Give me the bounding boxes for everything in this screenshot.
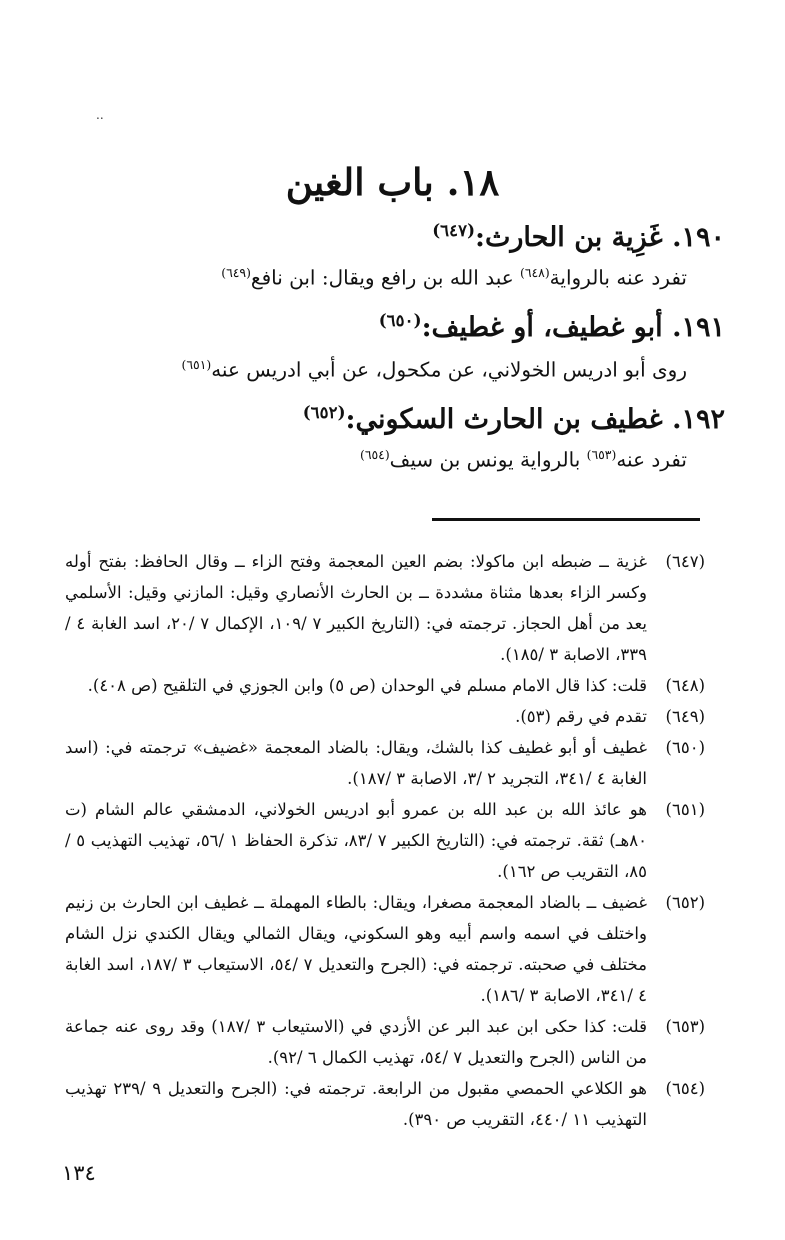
footnote-number: (٦٤٩) (665, 707, 705, 726)
entry-title-text: ١٩٢. غطيف بن الحارث السكوني: (345, 404, 725, 435)
entry-body-text: تفرد عنه بالرواية (549, 265, 687, 290)
entry-body-text: عبد الله بن رافع ويقال: ابن نافع (250, 265, 521, 290)
footnote-number: (٦٤٧) (665, 552, 705, 571)
footnote-ref: (٦٥٤) (360, 447, 390, 462)
page-number: ١٣٤ (62, 1161, 96, 1185)
footnote-text: غزية ــ ضبطه ابن ماكولا: بضم العين المعجمة وفتح الزاء ــ وقال الحافظ: بفتح أوله وكسر الزاء بعدها مثناة مشددة ــ بن الحارث الأنصاري وقيل: المازني وقيل: الأسلمي يعد من أهل الحجاز. ترجمته في: (التاريخ الكبير ٧ /١٠٩، الإكمال ٧ /٢٠، اسد الغابة ٤ /٣٣٩، الاصابة ٣ /١٨٥). (65, 552, 647, 664)
footnote-ref: (٦٥٣) (586, 447, 617, 462)
footnote (65, 670, 705, 701)
entry-body-text: بالرواية يونس بن سيف (389, 447, 587, 472)
footnote-ref: (٦٤٩) (221, 265, 251, 280)
footnote-divider (432, 518, 700, 521)
footnote-number: (٦٥٢) (665, 893, 705, 912)
entry-title (65, 212, 725, 256)
entry-body (67, 350, 687, 385)
footnote-text: تقدم في رقم (٥٣). (515, 707, 647, 726)
footnote-text: غطيف أو أبو غطيف كذا بالشك، ويقال: بالضاد المعجمة «غضيف» ترجمته في: (اسد الغابة ٤ /٣٤١، التجريد ٢ /٣، الاصابة ٣ /١٨٧). (65, 738, 647, 788)
chapter-title: ١٨. باب الغين (285, 160, 500, 204)
footnote-number: (٦٥١) (665, 800, 705, 819)
footnote-number: (٦٤٨) (665, 676, 705, 695)
footnote-ref: (٦٥٢) (302, 402, 346, 422)
entry-body (67, 440, 687, 475)
footnote-number: (٦٥٤) (665, 1079, 705, 1098)
footnote-text: قلت: كذا قال الامام مسلم في الوحدان (ص ٥) وابن الجوزي في التلقيح (ص ٤٠٨). (87, 676, 647, 695)
entry-title (65, 394, 725, 438)
footnote-number: (٦٥٣) (665, 1017, 705, 1036)
entry-body-text: تفرد عنه (616, 447, 687, 472)
footnote (65, 887, 705, 1011)
footnote-ref: (٦٥٠) (378, 310, 422, 330)
entry-body (67, 258, 687, 293)
entry-body-text: روى أبو ادريس الخولاني، عن مكحول، عن أبي ادريس عنه (211, 357, 687, 382)
footnote (65, 1011, 705, 1073)
entry-title-text: ١٩٠. غَزِية بن الحارث: (475, 222, 725, 253)
footnote-ref: (٦٤٧) (432, 220, 475, 240)
footnote-text: هو الكلاعي الحمصي مقبول من الرابعة. ترجمته في: (الجرح والتعديل ٩ /٢٣٩ تهذيب التهذيب ١١ /٤٤٠، التقريب ص ٣٩٠). (65, 1079, 647, 1129)
footnote (65, 1073, 705, 1135)
entry-title (65, 302, 725, 346)
footnote (65, 701, 705, 732)
footnote-ref: (٦٥١) (181, 357, 212, 372)
footnote (65, 732, 705, 794)
footnote-ref: (٦٤٨) (520, 265, 550, 280)
footnotes (65, 546, 705, 1135)
footnote-text: هو عائذ الله بن عبد الله بن عمرو أبو ادريس الخولاني، الدمشقي عالم الشام (ت ٨٠هـ) ثقة. ترجمته في: (التاريخ الكبير ٧ /٨٣، تذكرة الحفاظ ١ /٥٦، تهذيب التهذيب ٥ /٨٥، التقريب ص ١٦٢). (65, 800, 647, 881)
entry-title-text: ١٩١. أبو غطيف، أو غطيف: (421, 312, 725, 343)
footnote (65, 794, 705, 887)
footnote-number: (٦٥٠) (665, 738, 705, 757)
footnote-text: قلت: كذا حكى ابن عبد البر عن الأزدي في (الاستيعاب ٣ /١٨٧) وقد روى عنه جماعة من الناس (الجرح والتعديل ٧ /٥٤، تهذيب الكمال ٦ /٩٢). (65, 1017, 647, 1067)
corner-mark: .. (96, 108, 104, 122)
footnote (65, 546, 705, 670)
footnote-text: غضيف ــ بالضاد المعجمة مصغرا، ويقال: بالطاء المهملة ــ غطيف ابن الحارث بن زنيم واختلف في اسمه واسم أبيه وهو السكوني، ويقال الثمالي ويقال الكندي نزل الشام مختلف في صحبته. ترجمته في: (الجرح والتعديل ٧ /٥٤، الاستيعاب ٣ /١٨٧، اسد الغابة ٤ /٣٤١، الاصابة ٣ /١٨٦). (65, 893, 647, 1005)
